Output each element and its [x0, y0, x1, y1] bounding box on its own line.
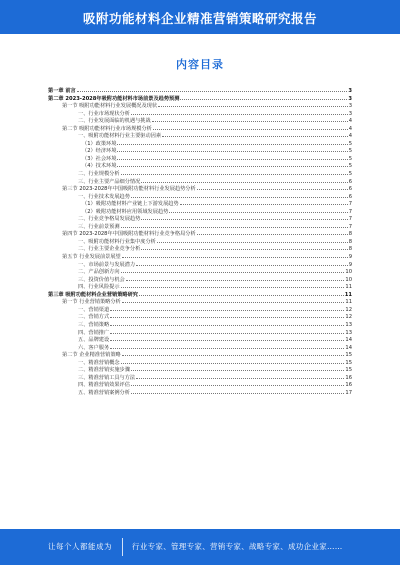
toc-leader-dots	[117, 139, 347, 145]
toc-leader-dots	[141, 244, 347, 250]
toc-entry[interactable]	[48, 184, 352, 192]
toc-heading: 内容目录	[176, 58, 224, 71]
toc-entry-page: 8	[348, 231, 352, 238]
toc-leader-dots	[122, 252, 348, 258]
toc-entry-page: 6	[348, 186, 352, 193]
toc-entry[interactable]	[48, 373, 352, 381]
toc-entry[interactable]	[48, 177, 352, 185]
toc-leader-dots	[157, 237, 348, 243]
toc-entry[interactable]	[48, 312, 352, 320]
toc-entry-text: 二、行业规模分析	[78, 171, 120, 178]
toc-leader-dots	[141, 177, 347, 183]
toc-entry-text: 一、营销渠道	[78, 306, 110, 313]
toc-entry[interactable]	[48, 358, 352, 366]
toc-entry-page: 7	[348, 216, 352, 223]
toc-entry-page: 14	[345, 344, 352, 351]
toc-leader-dots	[121, 282, 345, 288]
toc-entry[interactable]	[48, 365, 352, 373]
toc-entry-text: 三、营销策略	[78, 321, 110, 328]
toc-entry-text: 二、行业主要企业竞争分析	[78, 246, 141, 253]
report-title: 吸附功能材料企业精准营销策略研究报告	[82, 11, 317, 26]
toc-leader-dots	[162, 131, 348, 137]
toc-entry[interactable]	[48, 139, 352, 147]
toc-entry-text: （2）经济环境	[82, 148, 117, 155]
toc-entry[interactable]	[48, 161, 352, 169]
toc-entry-text: 二、产品创新方向	[78, 269, 120, 276]
toc-entry-page: 8	[348, 238, 352, 245]
toc-entry-page: 9	[348, 261, 352, 268]
toc-entry-page: 10	[345, 269, 352, 276]
toc-entry[interactable]	[48, 350, 352, 358]
toc-entry[interactable]	[48, 214, 352, 222]
footer-divider	[122, 538, 123, 556]
toc-entry-page: 3	[348, 103, 352, 110]
toc-leader-dots	[131, 192, 348, 198]
toc-entry-text: 第二章 2023-2028年吸附功能材料市场前景及趋势预测	[48, 95, 180, 102]
toc-entry-text: 五、品牌建设	[78, 337, 110, 344]
toc-entry[interactable]	[48, 252, 352, 260]
toc-entry-text: 一、精准营销概念	[78, 359, 120, 366]
toc-entry-page: 7	[348, 208, 352, 215]
toc-entry[interactable]	[48, 282, 352, 290]
toc-entry-text: 二、行业竞争格局发展趋势	[78, 216, 141, 223]
toc-entry-page: 4	[348, 133, 352, 140]
toc-entry-page: 7	[348, 201, 352, 208]
toc-leader-dots	[136, 373, 344, 379]
toc-leader-dots	[122, 297, 345, 303]
toc-leader-dots	[197, 229, 348, 235]
toc-leader-dots	[121, 222, 348, 228]
toc-entry-page: 3	[348, 110, 352, 117]
toc-entry[interactable]	[48, 131, 352, 139]
toc-entry[interactable]	[48, 305, 352, 313]
toc-entry-text: （2）吸附功能材料应用领域发展趋势	[82, 208, 169, 215]
toc-leader-dots	[117, 154, 347, 160]
toc-entry[interactable]	[48, 222, 352, 230]
toc-entry-page: 15	[345, 367, 352, 374]
toc-entry[interactable]	[48, 244, 352, 252]
toc-leader-dots	[110, 328, 344, 334]
toc-entry[interactable]	[48, 335, 352, 343]
toc-leader-dots	[153, 124, 348, 130]
toc-entry[interactable]	[48, 380, 352, 388]
toc-leader-dots	[110, 335, 344, 341]
toc-entry-page: 12	[345, 306, 352, 313]
toc-leader-dots	[139, 290, 344, 296]
toc-entry[interactable]	[48, 169, 352, 177]
toc-leader-dots	[117, 161, 347, 167]
toc-entry-text: 一、行业市场现状分析	[78, 110, 130, 117]
toc-entry[interactable]	[48, 267, 352, 275]
toc-entry[interactable]	[48, 237, 352, 245]
toc-leader-dots	[131, 388, 345, 394]
toc-entry[interactable]	[48, 328, 352, 336]
toc-leader-dots	[121, 358, 345, 364]
toc-entry-page: 3	[348, 88, 352, 94]
toc-entry[interactable]	[48, 124, 352, 132]
toc-leader-dots	[197, 184, 348, 190]
toc-entry[interactable]	[48, 320, 352, 328]
toc-leader-dots	[77, 86, 348, 92]
toc-entry-text: 第三章 吸附功能材料企业营销策略研究	[48, 291, 138, 298]
toc-entry-text: 四、行业风险提示	[78, 284, 120, 291]
toc-entry-page: 10	[345, 276, 352, 283]
toc-entry-page: 14	[345, 337, 352, 344]
toc-entry-page: 3	[348, 95, 352, 102]
toc-entry-page: 12	[345, 314, 352, 321]
toc-leader-dots	[117, 146, 347, 152]
toc-entry[interactable]	[48, 388, 352, 396]
toc-entry-page: 5	[348, 155, 352, 162]
toc-entry[interactable]	[48, 199, 352, 207]
toc-leader-dots	[180, 94, 347, 100]
toc-entry-text: （1）吸附功能材料产业链上下游发展趋势	[82, 201, 179, 208]
toc-entry[interactable]	[48, 275, 352, 283]
table-of-contents	[48, 86, 352, 395]
toc-entry-page: 16	[345, 382, 352, 389]
toc-entry[interactable]	[48, 101, 352, 109]
toc-leader-dots	[169, 207, 347, 213]
toc-entry-text: 三、精准营销工具与方法	[78, 374, 136, 381]
toc-entry-page: 11	[345, 299, 352, 306]
toc-entry-page: 7	[348, 223, 352, 230]
toc-entry-page: 13	[345, 329, 352, 336]
toc-entry[interactable]	[48, 290, 352, 298]
toc-leader-dots	[122, 350, 345, 356]
toc-entry-text: （3）社会环境	[82, 155, 117, 162]
toc-leader-dots	[110, 343, 344, 349]
toc-leader-dots	[131, 365, 345, 371]
toc-entry-page: 4	[348, 118, 352, 125]
toc-entry-text: 二、精准营销实施步骤	[78, 367, 130, 374]
toc-entry-text: 第一节 行业营销策略分析	[62, 299, 121, 306]
toc-entry[interactable]	[48, 109, 352, 117]
toc-entry-text: 四、营销推广	[78, 329, 110, 336]
toc-entry-text: 六、客户服务	[78, 344, 110, 351]
toc-entry[interactable]	[48, 146, 352, 154]
toc-entry-page: 15	[345, 352, 352, 359]
toc-entry-text: 第三节 2023-2028年中国吸附功能材料行业发展趋势分析	[62, 186, 196, 193]
toc-entry-text: 一、市场前景与发展潜力	[78, 261, 136, 268]
toc-entry-text: 第二节 吸附功能材料行业市场规模分析	[62, 125, 152, 132]
toc-leader-dots	[126, 275, 345, 281]
toc-entry-page: 8	[348, 246, 352, 253]
footer-slogan-right: 行业专家、管理专家、营销专家、战略专家、成功企业家……	[132, 542, 343, 551]
toc-entry-text: 一、吸附功能材料行业主要驱动因素	[78, 133, 162, 140]
toc-entry-text: 第五节 行业发展前景展望	[62, 254, 121, 261]
page-header-bar	[0, 0, 400, 34]
toc-entry-page: 11	[344, 291, 352, 298]
toc-entry-text: 第一章 前言	[48, 88, 76, 94]
toc-leader-dots	[110, 312, 344, 318]
footer-slogan-left: 让每个人都能成为	[48, 542, 112, 551]
toc-entry-text: 第一节 吸附功能材料行业发展概况及现状	[62, 103, 158, 110]
toc-entry-text: 第二节 企业精准营销策略	[62, 352, 121, 359]
toc-entry[interactable]	[48, 154, 352, 162]
toc-entry[interactable]	[48, 86, 352, 94]
toc-entry-text: 二、行业发展面临的机遇与挑战	[78, 118, 151, 125]
toc-entry-text: 三、行业前景预测	[78, 223, 120, 230]
toc-entry[interactable]	[48, 297, 352, 305]
toc-entry-page: 15	[345, 359, 352, 366]
toc-leader-dots	[180, 199, 348, 205]
toc-leader-dots	[131, 109, 348, 115]
toc-entry-page: 6	[348, 178, 352, 185]
toc-entry[interactable]	[48, 94, 352, 102]
toc-leader-dots	[141, 214, 347, 220]
toc-leader-dots	[121, 169, 348, 175]
toc-entry-page: 9	[348, 254, 352, 261]
toc-entry-page: 5	[348, 163, 352, 170]
toc-entry[interactable]	[48, 192, 352, 200]
toc-entry-page: 11	[345, 284, 352, 291]
toc-entry-page: 17	[345, 389, 352, 396]
toc-leader-dots	[152, 116, 348, 122]
toc-leader-dots	[158, 101, 348, 107]
toc-leader-dots	[121, 267, 345, 273]
toc-leader-dots	[110, 305, 344, 311]
toc-leader-dots	[110, 320, 344, 326]
toc-entry-text: 三、投资价值与机会	[78, 276, 125, 283]
toc-entry[interactable]	[48, 207, 352, 215]
toc-entry-page: 5	[348, 140, 352, 147]
toc-entry-text: 三、行业主要产品细分情况	[78, 178, 141, 185]
toc-entry-text: 二、营销方式	[78, 314, 110, 321]
toc-entry-page: 5	[348, 148, 352, 155]
toc-entry[interactable]	[48, 229, 352, 237]
toc-entry[interactable]	[48, 343, 352, 351]
toc-entry-text: 一、行业技术发展趋势	[78, 193, 130, 200]
toc-entry-text: 一、吸附功能材料行业集中度分析	[78, 238, 156, 245]
toc-entry-text: （4）技术环境	[82, 163, 117, 170]
toc-leader-dots	[136, 260, 348, 266]
toc-entry[interactable]	[48, 260, 352, 268]
toc-entry-text: 第四节 2023-2028年中国吸附功能材料行业竞争格局分析	[62, 231, 196, 238]
toc-entry-page: 4	[348, 125, 352, 132]
toc-entry-text: 四、精准营销效果评估	[78, 382, 130, 389]
page-footer-bar	[0, 529, 400, 565]
toc-entry-page: 5	[348, 171, 352, 178]
toc-entry-text: 五、精准营销案例分析	[78, 389, 130, 396]
toc-entry-page: 16	[345, 374, 352, 381]
toc-leader-dots	[131, 380, 345, 386]
toc-entry-page: 6	[348, 193, 352, 200]
toc-entry[interactable]	[48, 116, 352, 124]
toc-entry-text: （1）政策环境	[82, 140, 117, 147]
toc-entry-page: 13	[345, 321, 352, 328]
